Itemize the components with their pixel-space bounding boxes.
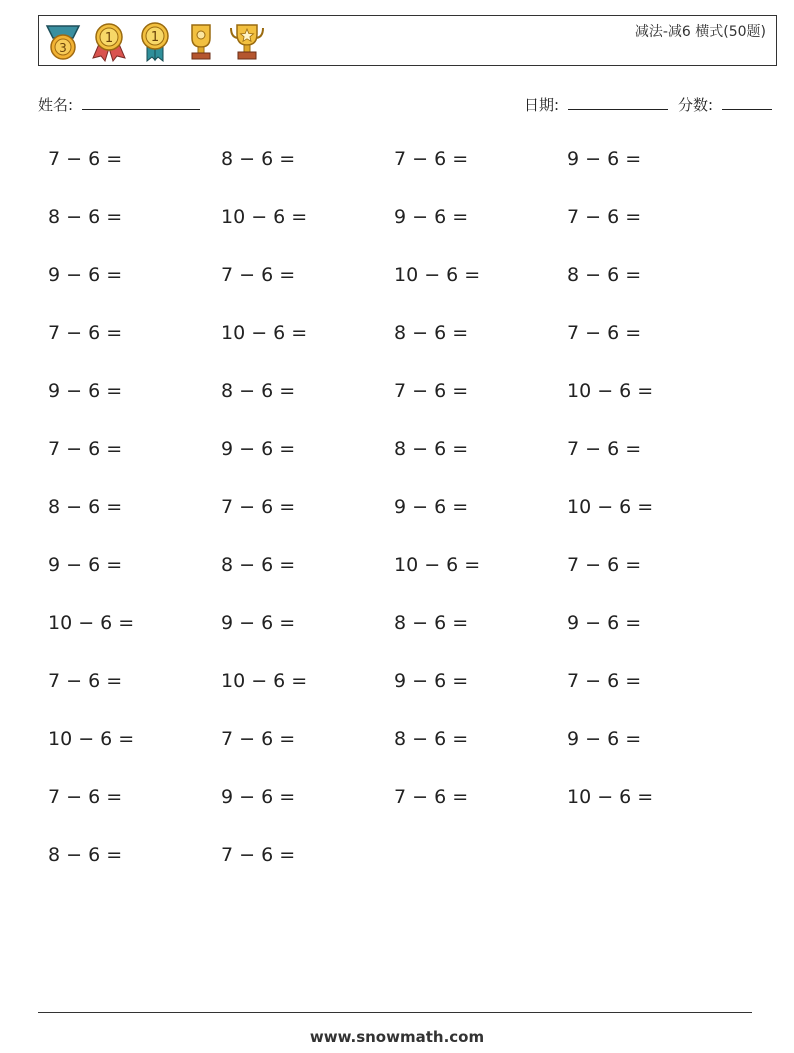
problem-item: 9 − 6 = [394, 670, 469, 692]
problem-item: 7 − 6 = [567, 670, 642, 692]
problem-item: 8 − 6 = [221, 380, 296, 402]
score-label: 分数: [678, 96, 714, 114]
problem-item: 9 − 6 = [48, 554, 123, 576]
trophy-star-icon [227, 20, 267, 62]
problem-item: 9 − 6 = [221, 612, 296, 634]
svg-text:1: 1 [104, 31, 114, 46]
problem-item: 7 − 6 = [394, 380, 469, 402]
problem-item: 9 − 6 = [567, 148, 642, 170]
problem-item: 7 − 6 = [48, 670, 123, 692]
problem-item: 7 − 6 = [567, 322, 642, 344]
problem-item: 9 − 6 = [567, 728, 642, 750]
problem-item: 7 − 6 = [48, 438, 123, 460]
svg-text:1: 1 [150, 30, 160, 45]
problem-item: 9 − 6 = [567, 612, 642, 634]
problem-item: 7 − 6 = [394, 148, 469, 170]
problem-item: 10 − 6 = [567, 380, 654, 402]
problem-item: 7 − 6 = [221, 728, 296, 750]
medal-3-icon [43, 20, 83, 62]
problem-item: 8 − 6 = [221, 554, 296, 576]
name-blank[interactable] [82, 95, 200, 110]
svg-text:3: 3 [59, 41, 67, 55]
problem-item: 7 − 6 = [221, 844, 296, 866]
problem-item: 8 − 6 = [394, 728, 469, 750]
problem-item: 8 − 6 = [48, 844, 123, 866]
date-field[interactable] [524, 94, 668, 115]
trophy-cup-icon [181, 20, 221, 62]
problem-item: 10 − 6 = [48, 728, 135, 750]
problem-item: 10 − 6 = [221, 206, 308, 228]
problem-item: 8 − 6 = [48, 206, 123, 228]
problem-item: 10 − 6 = [48, 612, 135, 634]
problem-item: 10 − 6 = [567, 496, 654, 518]
problem-item: 8 − 6 = [48, 496, 123, 518]
problem-item: 7 − 6 = [394, 786, 469, 808]
medal-1-icon [135, 20, 175, 62]
medal-1-ribbon-icon [89, 20, 129, 62]
problem-item: 8 − 6 = [394, 612, 469, 634]
date-label: 日期: [524, 96, 560, 114]
name-label: 姓名: [38, 96, 74, 114]
problem-item: 8 − 6 = [394, 438, 469, 460]
score-blank[interactable] [722, 95, 772, 110]
problem-item: 10 − 6 = [394, 554, 481, 576]
problem-item: 10 − 6 = [394, 264, 481, 286]
worksheet-header [38, 15, 777, 66]
problem-item: 8 − 6 = [394, 322, 469, 344]
problem-item: 7 − 6 = [48, 322, 123, 344]
problem-item: 7 − 6 = [48, 786, 123, 808]
problem-item: 10 − 6 = [221, 322, 308, 344]
problem-item: 10 − 6 = [567, 786, 654, 808]
problem-item: 7 − 6 = [221, 264, 296, 286]
problem-item: 9 − 6 = [48, 264, 123, 286]
problem-item: 7 − 6 = [221, 496, 296, 518]
problem-item: 9 − 6 = [221, 786, 296, 808]
problem-item: 9 − 6 = [394, 206, 469, 228]
date-blank[interactable] [568, 95, 668, 110]
problem-item: 7 − 6 = [567, 554, 642, 576]
worksheet-title: 减法-减6 横式(50题) [634, 24, 766, 40]
problem-item: 9 − 6 = [48, 380, 123, 402]
problem-item: 7 − 6 = [48, 148, 123, 170]
problem-item: 8 − 6 = [221, 148, 296, 170]
problem-item: 9 − 6 = [221, 438, 296, 460]
problem-item: 7 − 6 = [567, 206, 642, 228]
problem-item: 10 − 6 = [221, 670, 308, 692]
problem-item: 9 − 6 = [394, 496, 469, 518]
medal-row [43, 20, 267, 62]
footer-url: www.snowmath.com [309, 1028, 485, 1046]
problem-item: 8 − 6 = [567, 264, 642, 286]
score-field[interactable] [678, 94, 772, 115]
footer-divider [38, 1012, 752, 1013]
name-field[interactable] [38, 94, 200, 115]
problem-item: 7 − 6 = [567, 438, 642, 460]
